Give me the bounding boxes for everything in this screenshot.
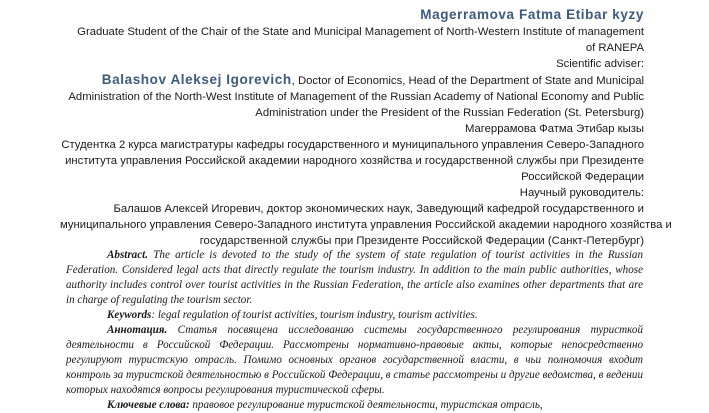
ru-author1-name: Магеррамова Фатма Этибар кызы	[464, 123, 644, 135]
abstract-en	[66, 248, 643, 308]
en-author2-line3: Administration under the President of the Russian Federation (St. Petersburg)	[255, 107, 644, 119]
ru-author2-line3: государственной службы при Президенте Российской Федерации (Санкт-Петербург)	[199, 235, 644, 247]
keywords-en-text: : legal regulation of tourist activities, tourism industry, tourism activities.	[151, 309, 478, 321]
ru-author1-line1: Студентка 2 курса магистратуры кафедры государственного и муниципального управления Северо-Западного	[61, 139, 644, 151]
abstract-section	[66, 248, 643, 413]
abstract-en-text: The article is devoted to the study of the system of state regulation of tourist activities in the Russian Federation. Considered legal acts that directly regulate the tourism industry. In addition to the main public authorities, whose authority includes control over tourist activities in the Russian Federation, the article also examines other departments that are in charge of regulating the tourism sector.	[66, 249, 643, 306]
keywords-en-label: Keywords	[107, 309, 152, 321]
abstract-ru-label: Аннотация.	[107, 324, 168, 336]
ru-author2-line2: муниципального управления Северо-Западного института управления Российской академии народного хозяйства и	[60, 219, 672, 231]
ru-adviser-label: Научный руководитель:	[519, 187, 644, 199]
ru-author2-line1: Балашов Алексей Игоревич, доктор экономических наук, Заведующий кафедрой государственного и	[113, 203, 644, 215]
ru-author1-line3: Российской Федерации	[521, 171, 644, 183]
keywords-ru	[66, 398, 643, 413]
ru-author1-line2: института управления Российской академии народного хозяйства и государственной службы при Президенте	[65, 155, 644, 167]
en-author2-line2: Administration of the North-West Institute of Management of the Russian Academy of National Economy and Public	[68, 91, 644, 103]
en-author1-affiliation-line1: Graduate Student of the Chair of the State and Municipal Management of North-Western Institute of management	[77, 26, 644, 38]
abstract-en-label: Abstract.	[107, 249, 148, 261]
en-author2-title: , Doctor of Economics, Head of the Department of State and Municipal	[291, 75, 644, 87]
en-author2-name: Balashov Aleksej Igorevich	[101, 72, 292, 87]
abstract-ru-text: Статья посвящена исследованию системы государственного регулирования туристкой деятельности в Российской Федерации. Рассмотрены нормативно-правовые акты, которые непосредственно регулируют туристскую отрасль. Помимо основных органов государственной власти, в чьи полномочия входит контроль за туристской деятельностью в Российской Федерации, в статье рассмотрены и другие ведомства, в ведении которых находятся вопросы регулирования туристической сферы.	[66, 324, 644, 396]
en-author1-affiliation-line2: of RANEPA	[585, 42, 644, 54]
keywords-ru-text: правовое регулирование туристской деятельности, туристская отрасль,	[192, 399, 543, 411]
en-author1-name: Magerramova Fatma Etibar kyzy	[420, 7, 644, 22]
authors-block	[60, 6, 672, 249]
en-author2-line1	[60, 72, 644, 89]
keywords-en	[66, 308, 643, 323]
en-adviser-label: Scientific adviser:	[556, 58, 644, 70]
abstract-ru	[66, 323, 643, 398]
keywords-ru-label: Ключевые слова:	[107, 399, 190, 411]
